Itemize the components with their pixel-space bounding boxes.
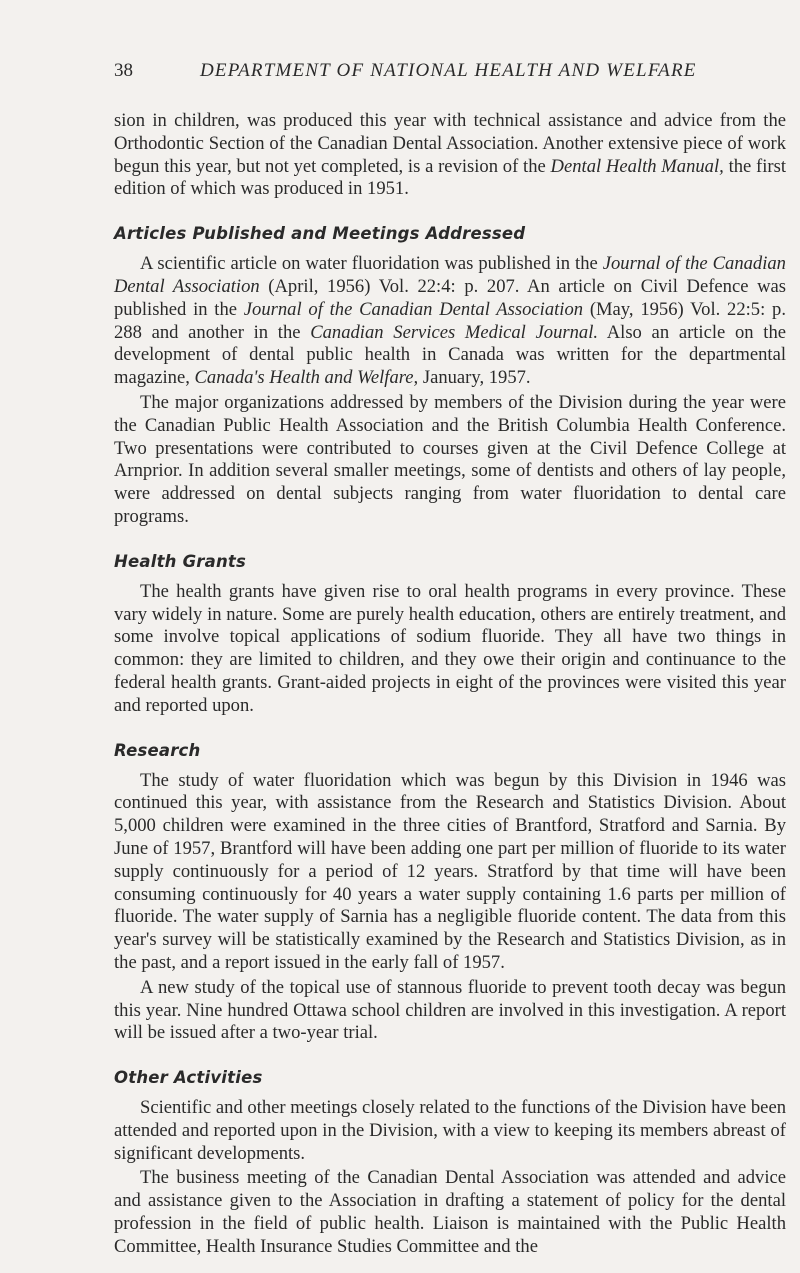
intro-text-b: the first edition of which was produced in 1951. xyxy=(114,155,787,200)
articles-p1-text-4: Also an article on the development of dental public health in Canada was written for the departmental magazine, xyxy=(114,321,786,389)
articles-p1-text-2: (April, 1956) Vol. 22:4: p. 207. An article on Civil Defence was published in the xyxy=(114,275,786,320)
articles-p1-text-1: A scientific article on water fluoridation was published in the xyxy=(140,253,603,275)
journal-title-3: Canadian Services Medical Journal. xyxy=(310,321,599,343)
intro-text-a: sion in children, was produced this year with technical assistance and advice from the Orthodontic Section of the Canadian Dental Association. Another extensive piece of work begun this year, but not yet completed, is a revision of the xyxy=(114,110,786,177)
dental-manual-title: Dental Health Manual, xyxy=(550,155,724,177)
grants-paragraph-1: The health grants have given rise to oral health programs in every province. These vary widely in nature. Some are purely health education, others are entirely treatment, and some involve topical applications of sodium fluoride. They all have two things in common: they are limited to children, and they owe their origin and continuance to the federal health grants. Grant-aided projects in eight of the provinces were visited this year and reported upon. xyxy=(114,580,786,716)
journal-title-2: Journal of the Canadian Dental Association xyxy=(243,298,584,320)
research-paragraph-2: A new study of the topical use of stannous fluoride to prevent tooth decay was begun this year. Nine hundred Ottawa school children are involved in this investigation. A report will be issued after a two-year trial. xyxy=(114,976,786,1044)
running-head: DEPARTMENT OF NATIONAL HEALTH AND WELFARE xyxy=(200,60,697,81)
articles-paragraph-2: The major organizations addressed by members of the Division during the year were the Canadian Public Health Association and the British Columbia Health Conference. Two presentations were contributed to courses given at the Civil Defence College at Arnprior. In addition several smaller meetings, some of dentists and others of lay people, were addressed on dental subjects ranging from water fluoridation to dental care programs. xyxy=(114,391,786,527)
other-paragraph-1: Scientific and other meetings closely related to the functions of the Division have been attended and reported upon in the Division, with a view to keeping its members abreast of significant developments. xyxy=(114,1097,786,1164)
section-heading-grants: Health Grants xyxy=(114,551,247,571)
section-heading-other: Other Activities xyxy=(114,1068,263,1088)
articles-p1-text-3: (May, 1956) Vol. 22:5: p. 288 and another in the xyxy=(114,298,786,343)
research-paragraph-1: The study of water fluoridation which was begun by this Division in 1946 was continued this year, with assistance from the Research and Statistics Division. About 5,000 children were examined in the three cities of Brantford, Stratford and Sarnia. By June of 1957, Brantford will have been adding one part per million of fluoride to its water supply continuously for a period of 12 years. Stratford by that time will have been consuming continuously for 40 years a water supply containing 1.6 parts per million of fluoride. The water supply of Sarnia has a negligible fluoride content. The data from this year's survey will be statistically examined by the Research and Statistics Division, as in the past, and a report issued in the early fall of 1957. xyxy=(114,769,786,973)
body-text xyxy=(114,110,786,1259)
magazine-title: Canada's Health and Welfare, xyxy=(194,367,419,389)
other-paragraph-2: The business meeting of the Canadian Dental Association was attended and advice and assistance given to the Association in drafting a statement of policy for the dental profession in the field of public health. Liaison is maintained with the Public Health Committee, Health Insurance Studies Committee and the xyxy=(114,1167,786,1257)
intro-paragraph xyxy=(114,110,786,201)
page-number: 38 xyxy=(114,60,133,81)
articles-p1-text-5: January, 1957. xyxy=(418,367,531,389)
articles-paragraph-1 xyxy=(114,253,786,390)
section-heading-articles: Articles Published and Meetings Addressed xyxy=(114,224,526,244)
section-heading-research: Research xyxy=(114,740,201,760)
journal-title-1: Journal of the Canadian Dental Association xyxy=(114,253,786,297)
